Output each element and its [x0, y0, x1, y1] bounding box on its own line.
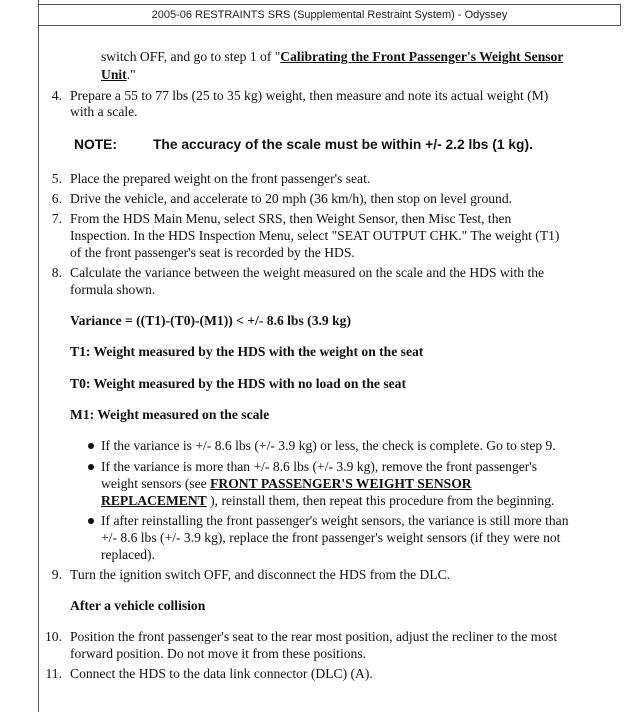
bullet-icon: [88, 518, 94, 524]
step-11-line-1: Connect the HDS to the data link connector (DLC) (A).: [70, 666, 373, 681]
step-10-line-2: forward position. Do not move it from these positions.: [70, 646, 367, 661]
step-8-line-2: formula shown.: [70, 282, 156, 297]
note-text: The accuracy of the scale must be within +/- 2.2 lbs (1 kg).: [153, 137, 533, 152]
t0-definition: T0: Weight measured by the HDS with no load on the seat: [70, 376, 406, 391]
continuation-line-2: Unit.": [101, 67, 136, 82]
bullet-1-line-1: If the variance is +/- 8.6 lbs (+/- 3.9 kg) or less, the check is complete. Go to step 9.: [101, 438, 556, 453]
calibration-link[interactable]: Calibrating the Front Passenger's Weight Sensor: [280, 49, 564, 64]
step-7-line-3: of the front passenger's seat is recorded by the HDS.: [70, 245, 355, 260]
bullet-2-line-1: If the variance is more than +/- 8.6 lbs (+/- 3.9 kg), remove the front passenger's: [101, 459, 538, 474]
bullet-3-line-2: +/- 8.6 lbs (+/- 3.9 kg), replace the front passenger's weight sensors (if they were not: [101, 530, 561, 545]
variance-formula: Variance = ((T1)-(T0)-(M1)) < +/- 8.6 lbs (3.9 kg): [70, 313, 351, 328]
step-6-line-1: Drive the vehicle, and accelerate to 20 mph (36 km/h), then stop on level ground.: [70, 191, 513, 206]
bullet-2-line-2: weight sensors (see FRONT PASSENGER'S WEIGHT SENSOR: [101, 476, 472, 491]
step-number: 6.: [51, 191, 62, 206]
step-number: 7.: [51, 211, 62, 226]
bullet-3-line-1: If after reinstalling the front passenger's weight sensors, the variance is still more than: [101, 513, 569, 528]
step-9-line-1: Turn the ignition switch OFF, and disconnect the HDS from the DLC.: [70, 567, 451, 582]
step-5-line-1: Place the prepared weight on the front passenger's seat.: [70, 171, 371, 186]
m1-definition: M1: Weight measured on the scale: [70, 407, 270, 422]
section-heading: After a vehicle collision: [70, 598, 206, 613]
bullet-2-line-3: REPLACEMENT ), reinstall them, then repeat this procedure from the beginning.: [101, 493, 555, 508]
weight-sensor-replacement-link-continued[interactable]: REPLACEMENT: [101, 493, 207, 508]
step-number: 4.: [51, 88, 62, 103]
bullet-icon: [88, 464, 94, 470]
note-label: NOTE:: [74, 137, 117, 152]
bullet-3-line-3: replaced).: [101, 547, 155, 562]
step-number: 10.: [45, 629, 62, 644]
weight-sensor-replacement-link[interactable]: FRONT PASSENGER'S WEIGHT SENSOR: [210, 476, 472, 491]
step-number: 9.: [51, 567, 62, 582]
calibration-link-continued[interactable]: Unit: [101, 67, 127, 82]
step-7-line-1: From the HDS Main Menu, select SRS, then Weight Sensor, then Misc Test, then: [70, 211, 512, 226]
step-4-line-1: Prepare a 55 to 77 lbs (25 to 35 kg) weight, then measure and note its actual weight (M): [70, 88, 549, 103]
step-7-line-2: Inspection. In the HDS Inspection Menu, select "SEAT OUTPUT CHK." The weight (T1): [70, 228, 560, 243]
t1-definition: T1: Weight measured by the HDS with the weight on the seat: [70, 344, 424, 359]
bullet-icon: [88, 443, 94, 449]
page-header: 2005-06 RESTRAINTS SRS (Supplemental Restraint System) - Odyssey: [38, 4, 621, 26]
step-8-line-1: Calculate the variance between the weight measured on the scale and the HDS with the: [70, 265, 545, 280]
step-number: 8.: [51, 265, 62, 280]
step-number: 5.: [51, 171, 62, 186]
step-4-line-2: with a scale.: [70, 104, 138, 119]
step-number: 11.: [45, 666, 62, 681]
step-10-line-1: Position the front passenger's seat to the rear most position, adjust the recliner to the most: [70, 629, 558, 644]
continuation-line-1: switch OFF, and go to step 1 of "Calibrating the Front Passenger's Weight Sensor: [101, 49, 564, 64]
